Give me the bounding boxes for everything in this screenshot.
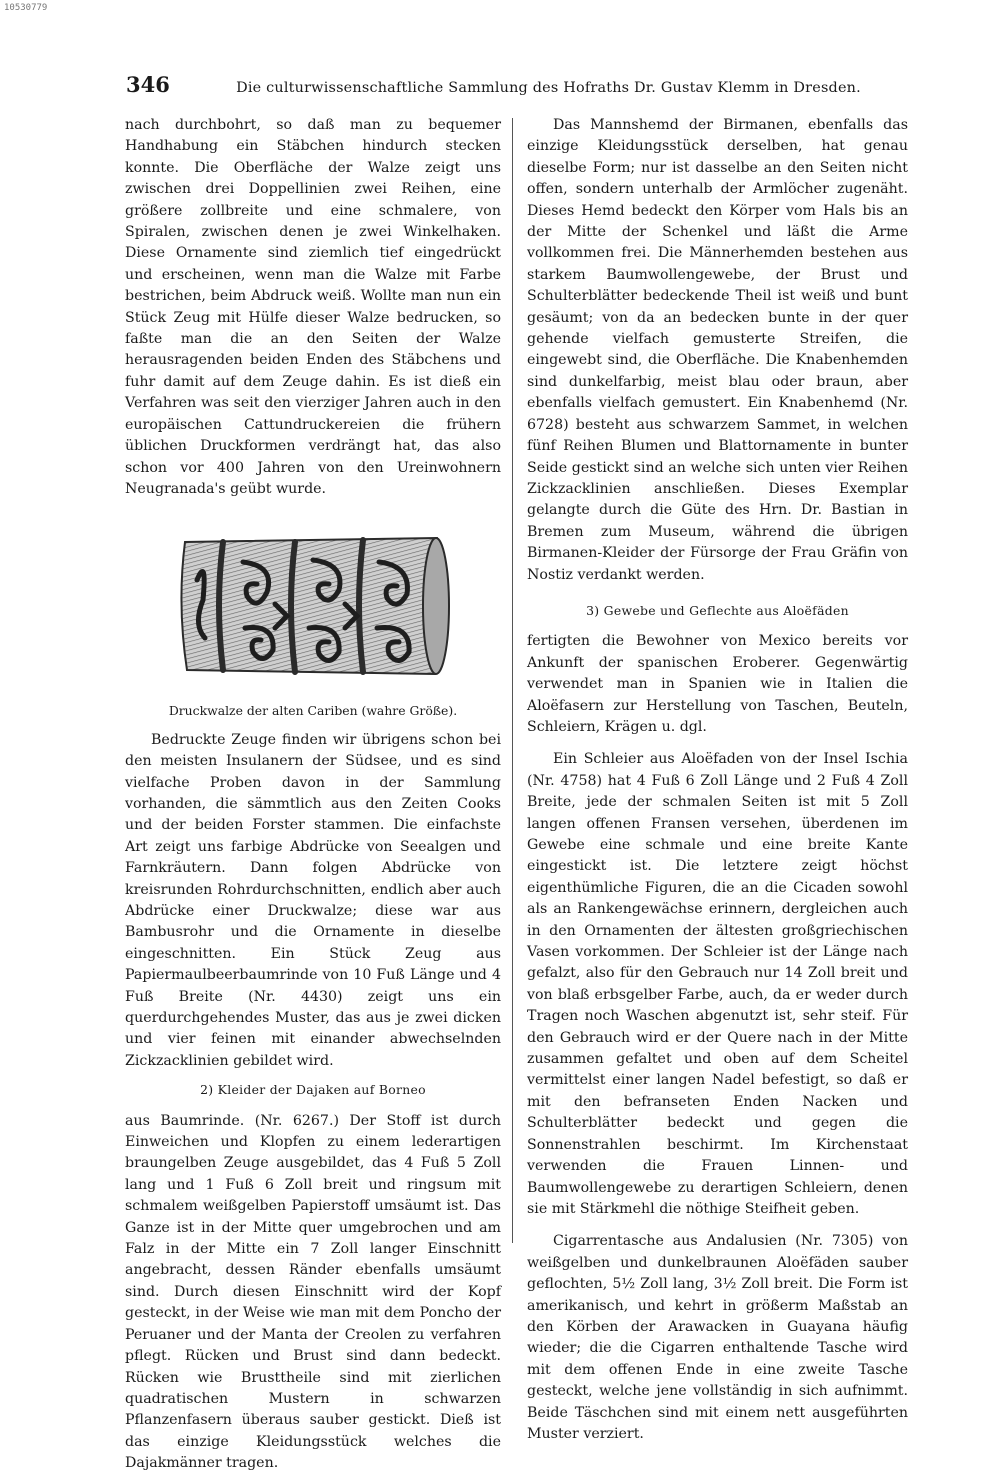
roller-engraving-illustration — [163, 520, 463, 690]
right-column — [527, 115, 908, 1445]
paragraph: Bedruckte Zeuge finden wir übrigens schon bei den meisten Insulanern der Südsee, und es sind vielfache Proben davon in der Sammlung vorhanden, die sämmtlich aus den Zeiten Cooks und der beiden Forster stammen. Die einfachste Art zeigt uns farbige Abdrücke von Seealgen und Farnkräutern. Dann folgen Abdrücke von kreisrunden Rohrdurchschnitten, endlich aber auch Abdrücke einer Druckwalze; diese war aus Bambusrohr und die Ornamente in dieselbe eingeschnitten. Ein Stück Zeug aus Papiermaulbeerbaumrinde von 10 Fuß Länge und 4 Fuß Breite (Nr. 4430) zeigt uns ein querdurchgehendes Muster, das aus je zwei dicken und vier feinen mit einander abwechselnden Zickzacklinien gebildet wird. — [125, 731, 501, 1069]
page-number: 346 — [126, 72, 170, 97]
column-divider — [512, 118, 513, 1243]
section-heading: 3) Gewebe und Geflechte aus Aloëfäden — [586, 602, 849, 618]
paragraph: Das Mannshemd der Birmanen, ebenfalls das einzige Kleidungsstück derselben, hat genau dieselbe Form; nur ist dasselbe an den Seiten nicht offen, sondern unterhalb der Armlöcher zugenäht. Dieses Hemd bedeckt den Körper vom Hals bis an der Mitte der Schenkel und läßt die Arme vollkommen frei. Die Männerhemden bestehen aus starkem Baumwollengewebe, der Brust und Schulterblätter bedeckende Theil ist weiß und bunt gesäumt; von da an bedecken bunte in der quer gehende vielfach gemusterte Streifen, die eingewebt sind, die Oberfläche. Die Knabenhemden sind dunkelfarbig, meist blau oder braun, aber ebenfalls vielfach gemustert. Ein Knabenhemd (Nr. 6728) besteht aus schwarzem Sammet, in welchen fünf Reihen Blumen und Blattornamente in bunter Seide gestickt sind an welche sich unten vier Reihen Zickzacklinien anschließen. Dieses Exemplar gelangte durch die Güte des Hrn. Dr. Bastian in Bremen zum Museum, während die übrigen Birmanen-Kleider der Fürsorge der Frau Gräfin von Nostiz verdankt werden. — [527, 117, 908, 583]
paragraph: Cigarrentasche aus Andalusien (Nr. 7305) von weißgelben und dunkelbraunen Aloëfäden sauber geflochten, 5½ Zoll lang, 3½ Zoll breit. Die Form ist amerikanisch, und kehrt in größerm Maßstab an den Körben der Arawacken in Guayana häufig wieder; die die Cigarren enthaltende Tasche wird mit dem offenen Ende in eine zweite Tasche gesteckt, welche jene vollständig in sich aufnimmt. Beide Täschchen sind mit einem nett ausgeführten Muster verziert. — [527, 1233, 908, 1442]
section-heading: 2) Kleider der Dajaken auf Borneo — [200, 1082, 426, 1098]
scan-id: 10530779 — [4, 3, 48, 13]
paragraph: nach durchbohrt, so daß man zu bequemer Handhabung ein Stäbchen hindurch stecken konnte. Die Oberfläche der Walze zeigt uns zwischen drei Doppellinien zwei Reihen, eine größere zollbreite und eine schmalere, von Spiralen, zwischen denen je zwei Winkelhaken. Diese Ornamente sind ziemlich tief eingedrückt und erscheinen, wenn man die Walze mit Farbe bestrichen, beim Abdruck weiß. Wollte man nun ein Stück Zeug mit Hülfe dieser Walze bedrucken, so faßte man die an den Seiten der Walze herausragenden beiden Enden des Stäbchens und fuhr damit auf dem Zeuge dahin. Es ist dieß ein Verfahren was seit den vierziger Jahren auch in den europäischen Cattundruckereien die frühern üblichen Druckformen verdrängt hat, das also schon vor 400 Jahren von den Ureinwohnern Neugranada's geübt wurde. — [125, 117, 501, 497]
paragraph: fertigten die Bewohner von Mexico bereits vor Ankunft der spanischen Eroberer. Gegenwärtig verwendet man in Spanien wie in Italien die Aloëfasern zur Herstellung von Taschen, Beuteln, Schleiern, Krägen u. dgl. — [527, 633, 908, 735]
running-title: Die culturwissenschaftliche Sammlung des Hofraths Dr. Gustav Klemm in Dresden. — [236, 80, 861, 96]
paragraph: Ein Schleier aus Aloëfaden von der Insel Ischia (Nr. 4758) hat 4 Fuß 6 Zoll Länge und 2 Fuß 4 Zoll Breite, jede der schmalen Seiten ist mit 5 Zoll langen offenen Fransen versehen, überdenen im Gewebe eine schmale und eine breite Kante eingestickt ist. Die letztere zeigt höchst eigenthümliche Figuren, die an die Cicaden sowohl als an Rankengewächse erinnern, dergleichen auch in den Ornamenten der ältesten großgriechischen Vasen vorkommen. Der Schleier ist der Länge nach gefalzt, also für den Gebrauch nur 14 Zoll breit und von blaß erbsgelber Farbe, auch, da er weder durch Tragen noch Waschen abgenutzt ist, sehr steif. Für den Gebrauch wird er der Quere nach in der Mitte zusammen gefaltet und oben auf dem Scheitel vermittelst einer langen Nadel befestigt, so daß er mit den befranseten Enden Nacken und Schulterblätter bedeckt und gegen die Sonnenstrahlen beschirmt. Im Kirchenstaat verwenden die Frauen Linnen- und Baumwollengewebe zu derartigen Schleiern, denen sie mit Stärkmehl die nöthige Steifheit geben. — [527, 751, 908, 1217]
left-column — [125, 115, 501, 1475]
page-header — [126, 72, 911, 102]
figure-caption: Druckwalze der alten Cariben (wahre Größe). — [168, 703, 458, 719]
paragraph: aus Baumrinde. (Nr. 6267.) Der Stoff ist durch Einweichen und Klopfen zu einem lederartigen braungelben Zeuge ausgebildet, das 4 Fuß 5 Zoll lang und 1 Fuß 6 Zoll breit und ringsum mit schmalem weißgelben Papierstoff umsäumt ist. Das Ganze ist in der Mitte quer umgebrochen und am Falz in der Mitte ein 7 Zoll langer Einschnitt angebracht, dessen Ränder ebenfalls umsäumt sind. Durch diesen Einschnitt wird der Kopf gesteckt, in der Weise wie man mit dem Poncho der Peruaner und der Manta der Creolen zu verfahren pflegt. Rücken und Brust sind dann bedeckt. Rücken wie Brusttheile sind mit zierlichen quadratischen Mustern in schwarzen Pflanzenfasern überaus sauber gestickt. Dieß ist das einzige Kleidungsstück welches die Dajakmänner tragen. — [125, 1112, 501, 1472]
